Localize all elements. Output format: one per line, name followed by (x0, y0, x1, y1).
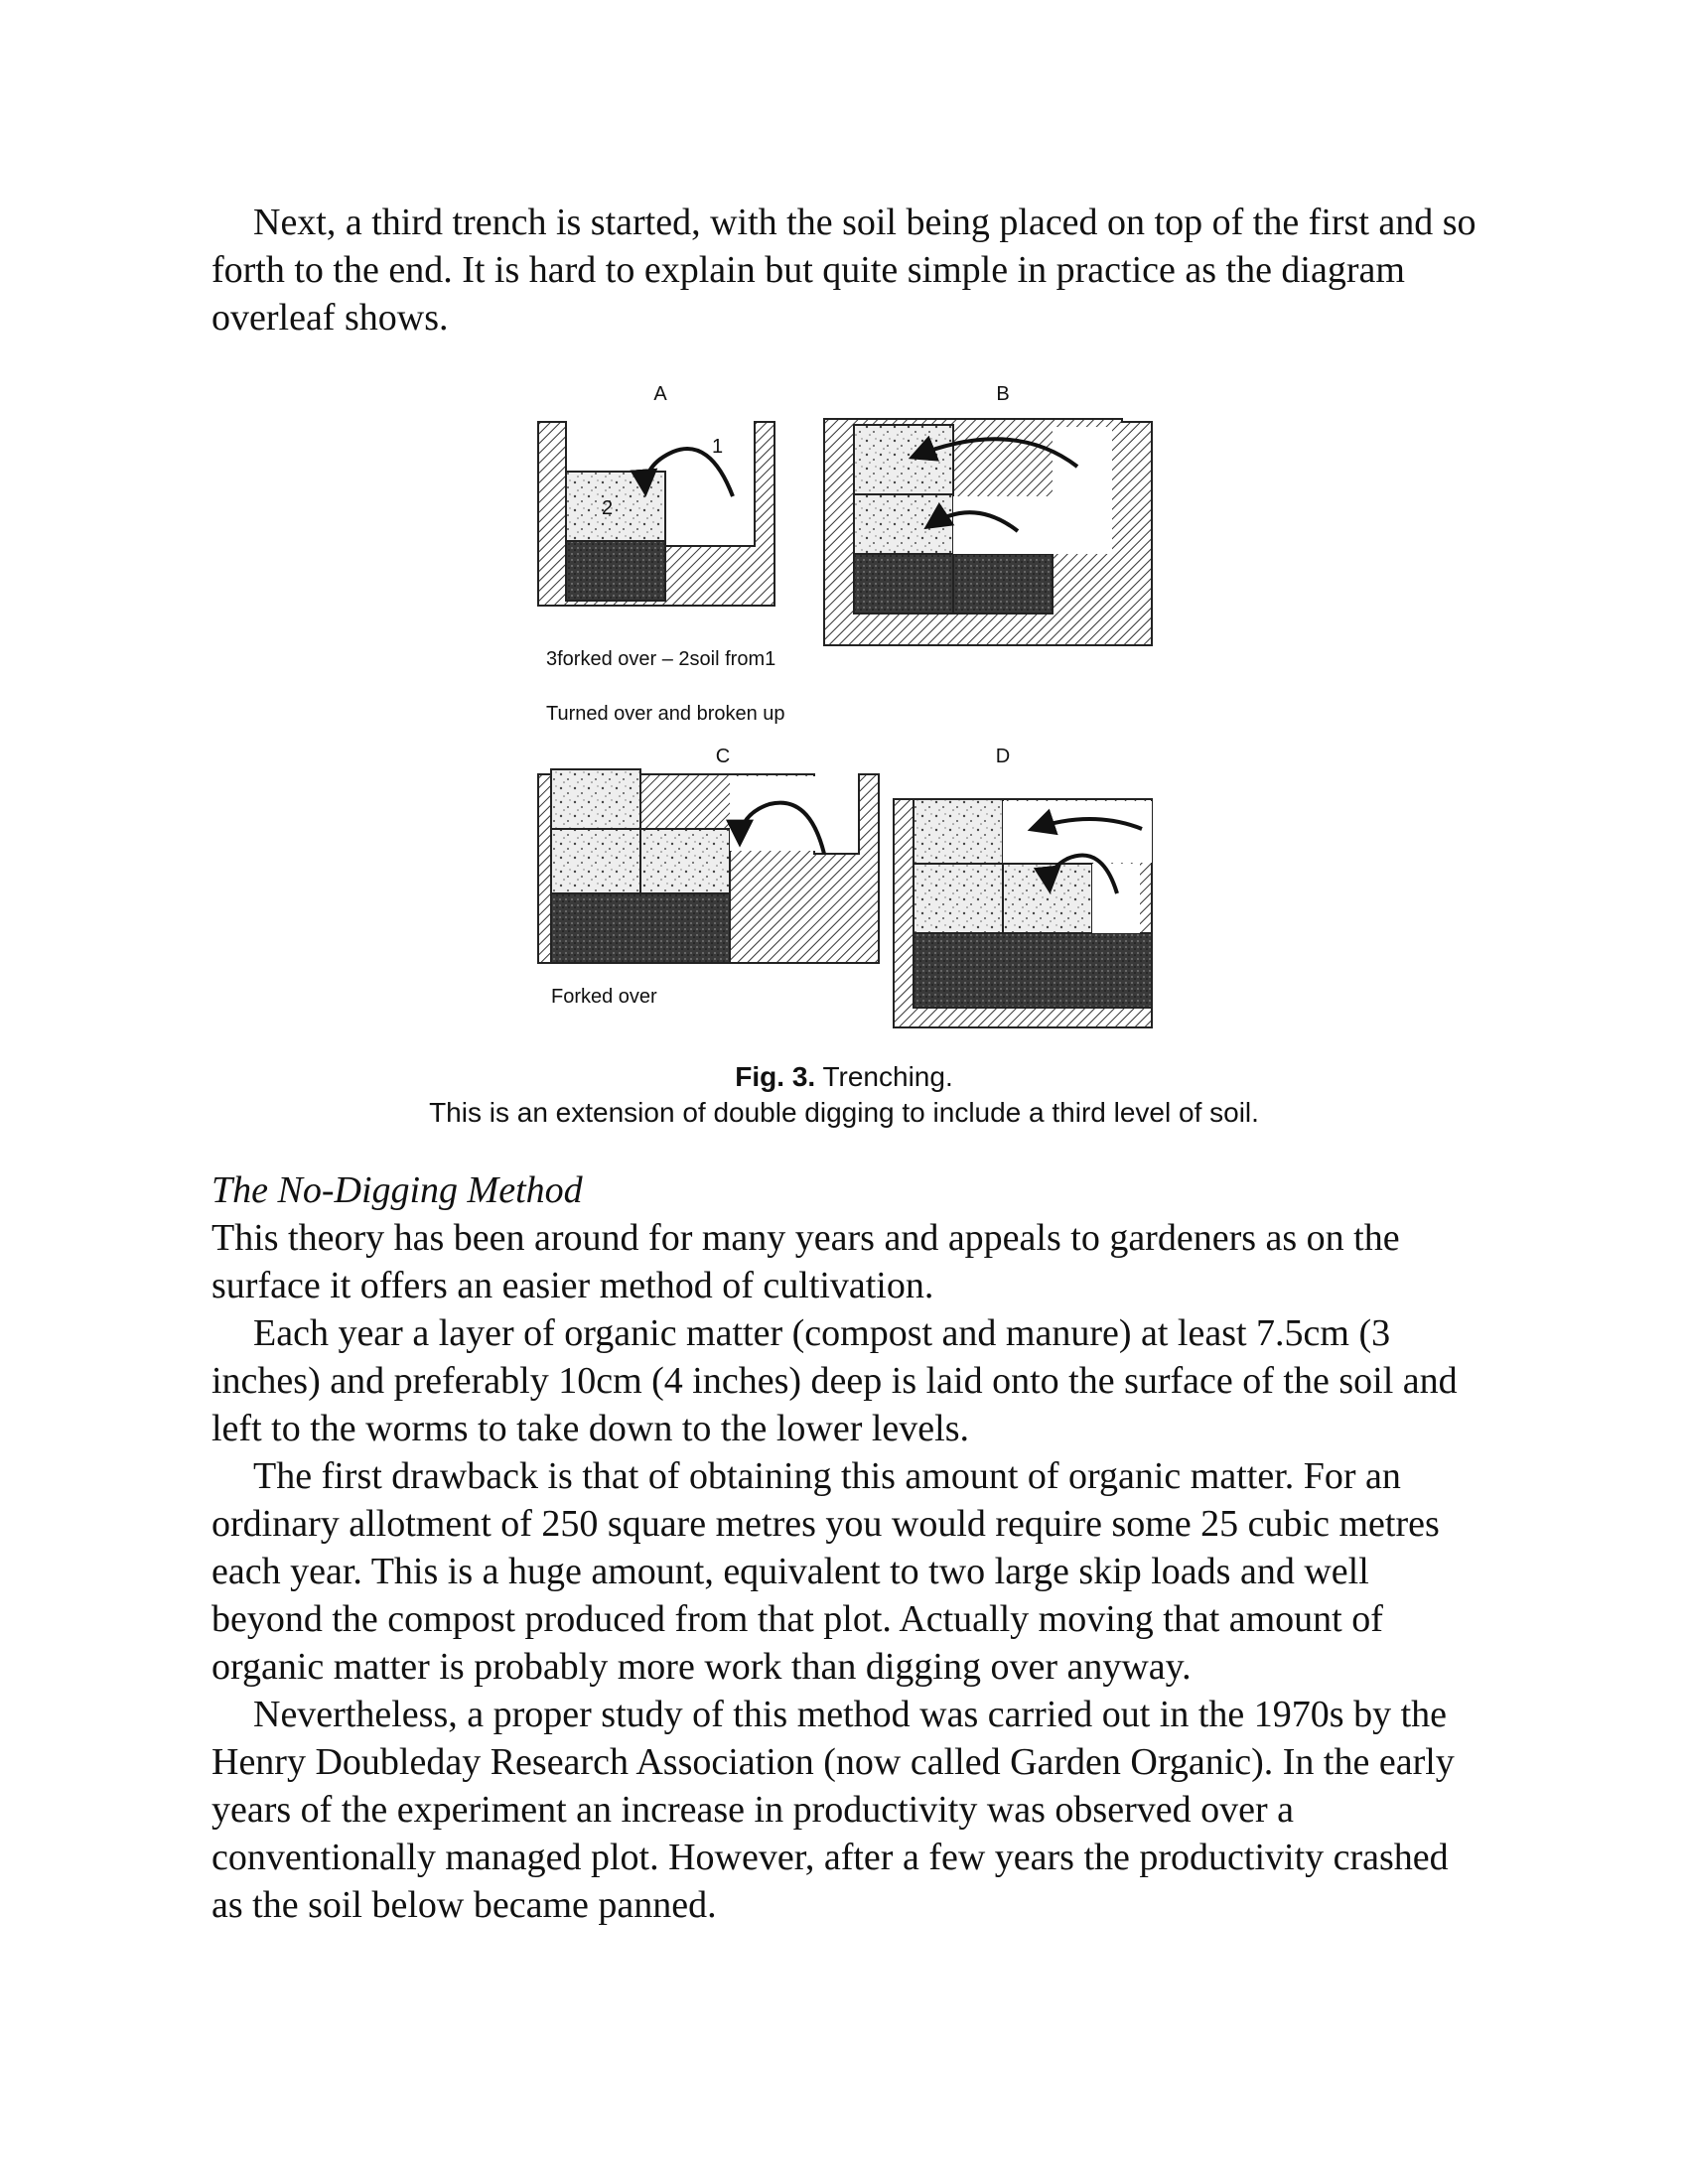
panel-c-top-block (551, 769, 640, 829)
section-paragraph-3: The first drawback is that of obtaining this amount of organic matter. For an ordinary allotment of 250 square metres you would require some 25 cubic metres each year. This is a huge amount, equivalent to two large skip loads and well beyond the compost produced from that plot. Actually moving that amount of organic matter is probably more work than digging over anyway. (211, 1455, 1440, 1688)
caption-text: This is an extension of double digging to include a third level of soil. (429, 1097, 1259, 1128)
panel-d (894, 746, 1152, 1027)
panel-d-mid-block-1 (914, 864, 1003, 933)
panel-b-open-trench-2 (1053, 427, 1112, 554)
panel-d-top-block (914, 799, 1003, 864)
panel-d-label: D (995, 746, 1011, 767)
label-forked-over: Forked over (551, 986, 657, 1008)
caption-number: Fig. 3. (735, 1061, 816, 1092)
panel-b-top-block-2 (854, 494, 953, 554)
panel-d-mid-block-2 (1003, 864, 1092, 933)
panel-b-label: B (996, 383, 1010, 405)
panel-c-dark-block (551, 893, 730, 963)
panel-c-mid-block-2 (640, 829, 730, 893)
panel-d-open-space (1003, 801, 1152, 863)
panel-b-open-trench-1 (953, 496, 1053, 554)
no-digging-section (211, 1166, 1482, 1929)
panel-b (824, 383, 1152, 645)
panel-a-label: A (653, 383, 667, 405)
panel-a-label-2: 2 (602, 497, 614, 519)
panel-a-subsoil-block (566, 541, 665, 601)
label-forked-over-soil: 3forked over – 2soil from1 (546, 648, 776, 670)
panel-d-open-trench (1092, 864, 1140, 933)
intro-text: Next, a third trench is started, with the soil being placed on top of the first and so forth to the end. It is hard to explain but quite simple in practice as the diagram overleaf shows. (211, 202, 1477, 339)
label-turned-over: Turned over and broken up (546, 703, 785, 725)
trenching-diagram-svg (516, 367, 1172, 1042)
panel-b-dark-block-1 (854, 554, 953, 614)
caption-title: Trenching. (822, 1061, 953, 1092)
panel-a-topsoil-block (566, 472, 665, 541)
trenching-diagram (516, 367, 1172, 1042)
panel-a-label-1: 1 (712, 436, 724, 458)
panel-d-dark-block (914, 933, 1152, 1008)
panel-c-mid-block-1 (551, 829, 640, 893)
panel-a (538, 383, 774, 606)
panel-c (538, 746, 879, 1008)
section-paragraph-1: This theory has been around for many years and appeals to gardeners as on the surface it offers an easier method of cultivation. (211, 1217, 1400, 1306)
caption-line-1 (0, 1059, 1688, 1095)
panel-b-dark-block-2 (953, 554, 1053, 614)
panel-c-label: C (715, 746, 731, 767)
section-heading: The No-Digging Method (211, 1169, 583, 1211)
section-paragraph-4: Nevertheless, a proper study of this method was carried out in the 1970s by the Henry Doubleday Research Association (now called Garden Organic). In the early years of the experiment an increase in productivity was observed over a conventionally managed plot. However, after a few years the productivity crashed as the soil below became panned. (211, 1694, 1455, 1926)
intro-paragraph (211, 199, 1482, 341)
panel-b-top-block-1 (854, 425, 953, 494)
figure-caption (0, 1059, 1688, 1131)
panel-c-open-trench (730, 776, 857, 851)
section-paragraph-2: Each year a layer of organic matter (compost and manure) at least 7.5cm (3 inches) and preferably 10cm (4 inches) deep is laid onto the surface of the soil and left to the worms to take down to the lower levels. (211, 1312, 1458, 1449)
